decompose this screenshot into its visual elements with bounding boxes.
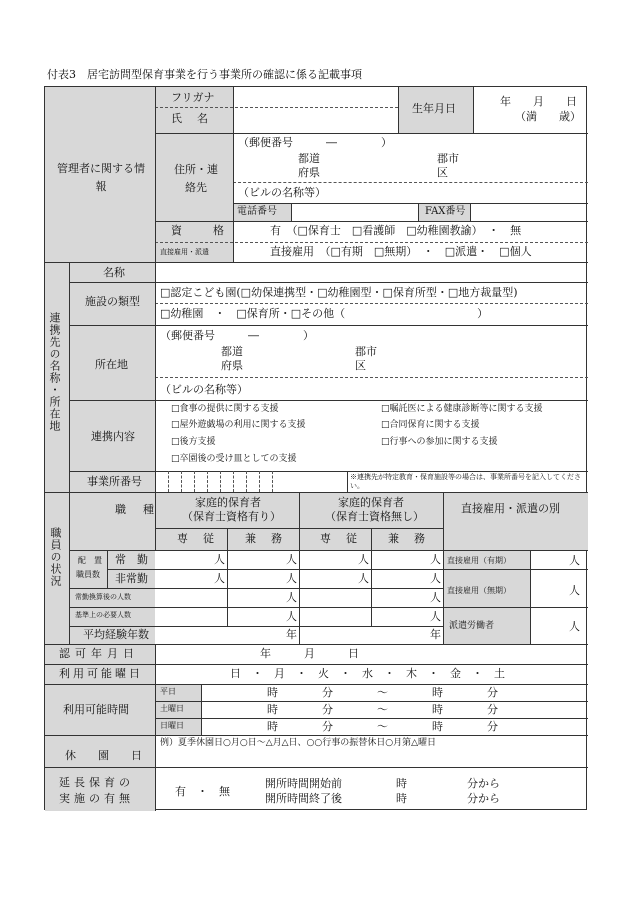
support-item-7: □卒園後の受け皿としての支援	[171, 454, 297, 464]
manager-building: （ビルの名称等）	[238, 186, 326, 199]
hours-weekday-value: 時 分 ～ 時 分	[267, 686, 498, 699]
direct-fixed-label: 直接雇用（有期）	[447, 556, 511, 565]
facility-type-line1: □認定こども園(□幼保連携型・□幼稚園型・□保育所型・□地方裁量型)	[160, 286, 518, 299]
age-value: （満 歳）	[515, 110, 581, 123]
support-item-6: □行事への参加に関する支援	[381, 437, 498, 447]
form-title: 付表3 居宅訪問型保育事業を行う事業所の確認に係る記載事項	[47, 68, 362, 81]
nonregular-col1-part-unit: 人	[286, 572, 297, 585]
approval-label: 認可年月日	[59, 647, 139, 660]
col2-subtitle: （保育士資格無し）	[325, 510, 424, 523]
office-no-label: 事業所番号	[87, 475, 142, 488]
qual-label: 資 格	[171, 224, 227, 237]
exp-col2-unit: 年	[430, 628, 441, 641]
partner-city1: 郡市	[355, 345, 377, 358]
full-time-col1: 専 従	[177, 532, 216, 545]
required-col2-unit: 人	[430, 610, 441, 623]
part-time-col2: 兼 務	[388, 532, 427, 545]
extended-label-2: 実施の有無	[59, 792, 134, 805]
support-item-3: □屋外遊戯場の利用に関する支援	[171, 420, 306, 430]
holiday-example: 例）夏季休園日○月○日～△月△日、○○行事の振替休日○月第△曜日	[160, 738, 437, 748]
partner-pref2: 府県	[221, 359, 243, 372]
fte-col1-unit: 人	[286, 591, 297, 604]
nonregular-label: 非常勤	[115, 572, 148, 585]
form-frame	[44, 86, 587, 810]
holiday-label: 休 園 日	[65, 749, 142, 762]
hours-label: 利用可能時間	[63, 703, 129, 716]
direct-fixed-unit: 人	[569, 554, 580, 567]
manager-pref1: 都道	[298, 152, 320, 165]
extended-after-hour: 時	[396, 792, 407, 805]
direct-open-unit: 人	[569, 584, 580, 597]
days-value: 日 ・ 月 ・ 火 ・ 水 ・ 木 ・ 金 ・ 土	[230, 667, 505, 680]
nonregular-col2-part-unit: 人	[430, 572, 441, 585]
role-label: 職 種	[115, 503, 157, 516]
partner-name-label: 名称	[103, 266, 125, 279]
regular-col2-full-unit: 人	[358, 553, 369, 566]
full-time-col2: 専 従	[320, 532, 359, 545]
hours-sunday-value: 時 分 ～ 時 分	[267, 720, 498, 733]
manager-section-label: 管理者に関する情報	[57, 162, 145, 193]
days-label: 利用可能曜日	[59, 667, 143, 680]
extended-after-from: 分から	[467, 792, 500, 805]
approval-value: 年 月 日	[260, 647, 359, 660]
experience-label: 平均経験年数	[83, 628, 149, 641]
support-item-1: □食事の提供に関する支援	[171, 404, 279, 414]
regular-col1-part-unit: 人	[286, 553, 297, 566]
regular-label: 常 勤	[115, 553, 148, 566]
partner-postal: （郵便番号 ― ）	[160, 329, 314, 342]
fax-label: FAX番号	[425, 206, 466, 217]
manager-city1: 郡市	[437, 152, 459, 165]
support-item-4: □合同保育に関する支援	[381, 420, 480, 430]
extended-label-1: 延長保育の	[59, 776, 134, 789]
extended-yesno: 有 ・ 無	[175, 785, 230, 798]
extended-after: 開所時間終了後	[265, 792, 342, 805]
placed-label: 配 置	[78, 556, 102, 565]
name-label: 氏 名	[171, 112, 210, 125]
birth-value: 年 月 日	[500, 95, 577, 108]
col1-subtitle: （保育士資格有り）	[182, 510, 281, 523]
extended-before-from: 分から	[467, 777, 500, 790]
col2-title: 家庭的保育者	[338, 496, 404, 509]
support-item-5: □後方支援	[171, 437, 216, 447]
support-item-2: □嘱託医による健康診断等に関する支援	[381, 404, 543, 414]
office-no-note: ※連携先が特定教育・保育施設等の場合は、事業所番号を記入してください。	[350, 473, 581, 490]
dispatch-unit: 人	[569, 620, 580, 633]
content-label: 連携内容	[91, 430, 135, 443]
address-label: 住所・連絡先	[174, 163, 218, 194]
location-label: 所在地	[95, 358, 128, 371]
partner-section-label: 連携先の名称・所在地	[48, 312, 61, 432]
employ-value: 直接雇用 （□有期 □無期） ・ □派遣・ □個人	[270, 245, 532, 258]
nonregular-col1-full-unit: 人	[214, 572, 225, 585]
required-col1-unit: 人	[286, 610, 297, 623]
col3-title: 直接雇用・派遣の別	[461, 502, 560, 515]
birth-label: 生年月日	[412, 102, 456, 115]
part-time-col1: 兼 務	[245, 532, 284, 545]
facility-type-line2: □幼稚園 ・ □保育所・□その他（ ）	[160, 307, 489, 320]
fte-col2-unit: 人	[430, 591, 441, 604]
extended-before: 開所時間開始前	[265, 777, 342, 790]
direct-open-label: 直接雇用（無期）	[447, 586, 511, 595]
qual-value: 有 （□保育士 □看護師 □幼稚園教諭） ・ 無	[270, 224, 522, 237]
extended-before-hour: 時	[396, 777, 407, 790]
staff-section-label: 職員の状況	[49, 527, 62, 587]
count-label: 職員数	[76, 570, 100, 579]
required-label: 基準上の必要人数	[75, 611, 131, 619]
regular-col2-part-unit: 人	[430, 553, 441, 566]
hours-weekday-label: 平日	[160, 687, 176, 696]
hours-sunday-label: 日曜日	[160, 721, 184, 730]
manager-pref2: 府県	[298, 166, 320, 179]
regular-col1-full-unit: 人	[214, 553, 225, 566]
partner-building: （ビルの名称等）	[160, 383, 248, 396]
nonregular-col2-full-unit: 人	[358, 572, 369, 585]
employ-label: 直接雇用・派遣	[160, 248, 209, 256]
partner-city2: 区	[355, 359, 366, 372]
hours-saturday-label: 土曜日	[160, 704, 184, 713]
hours-saturday-value: 時 分 ～ 時 分	[267, 703, 498, 716]
partner-pref1: 都道	[221, 345, 243, 358]
manager-postal: （郵便番号 ― ）	[238, 136, 392, 149]
facility-type-label: 施設の類型	[85, 295, 140, 308]
fte-label: 常勤換算後の人数	[75, 593, 131, 601]
exp-col1-unit: 年	[286, 628, 297, 641]
tel-label: 電話番号	[237, 206, 277, 217]
furigana-label: フリガナ	[171, 91, 215, 104]
col1-title: 家庭的保育者	[195, 496, 261, 509]
manager-city2: 区	[437, 166, 448, 179]
dispatch-label: 派遣労働者	[449, 621, 495, 631]
